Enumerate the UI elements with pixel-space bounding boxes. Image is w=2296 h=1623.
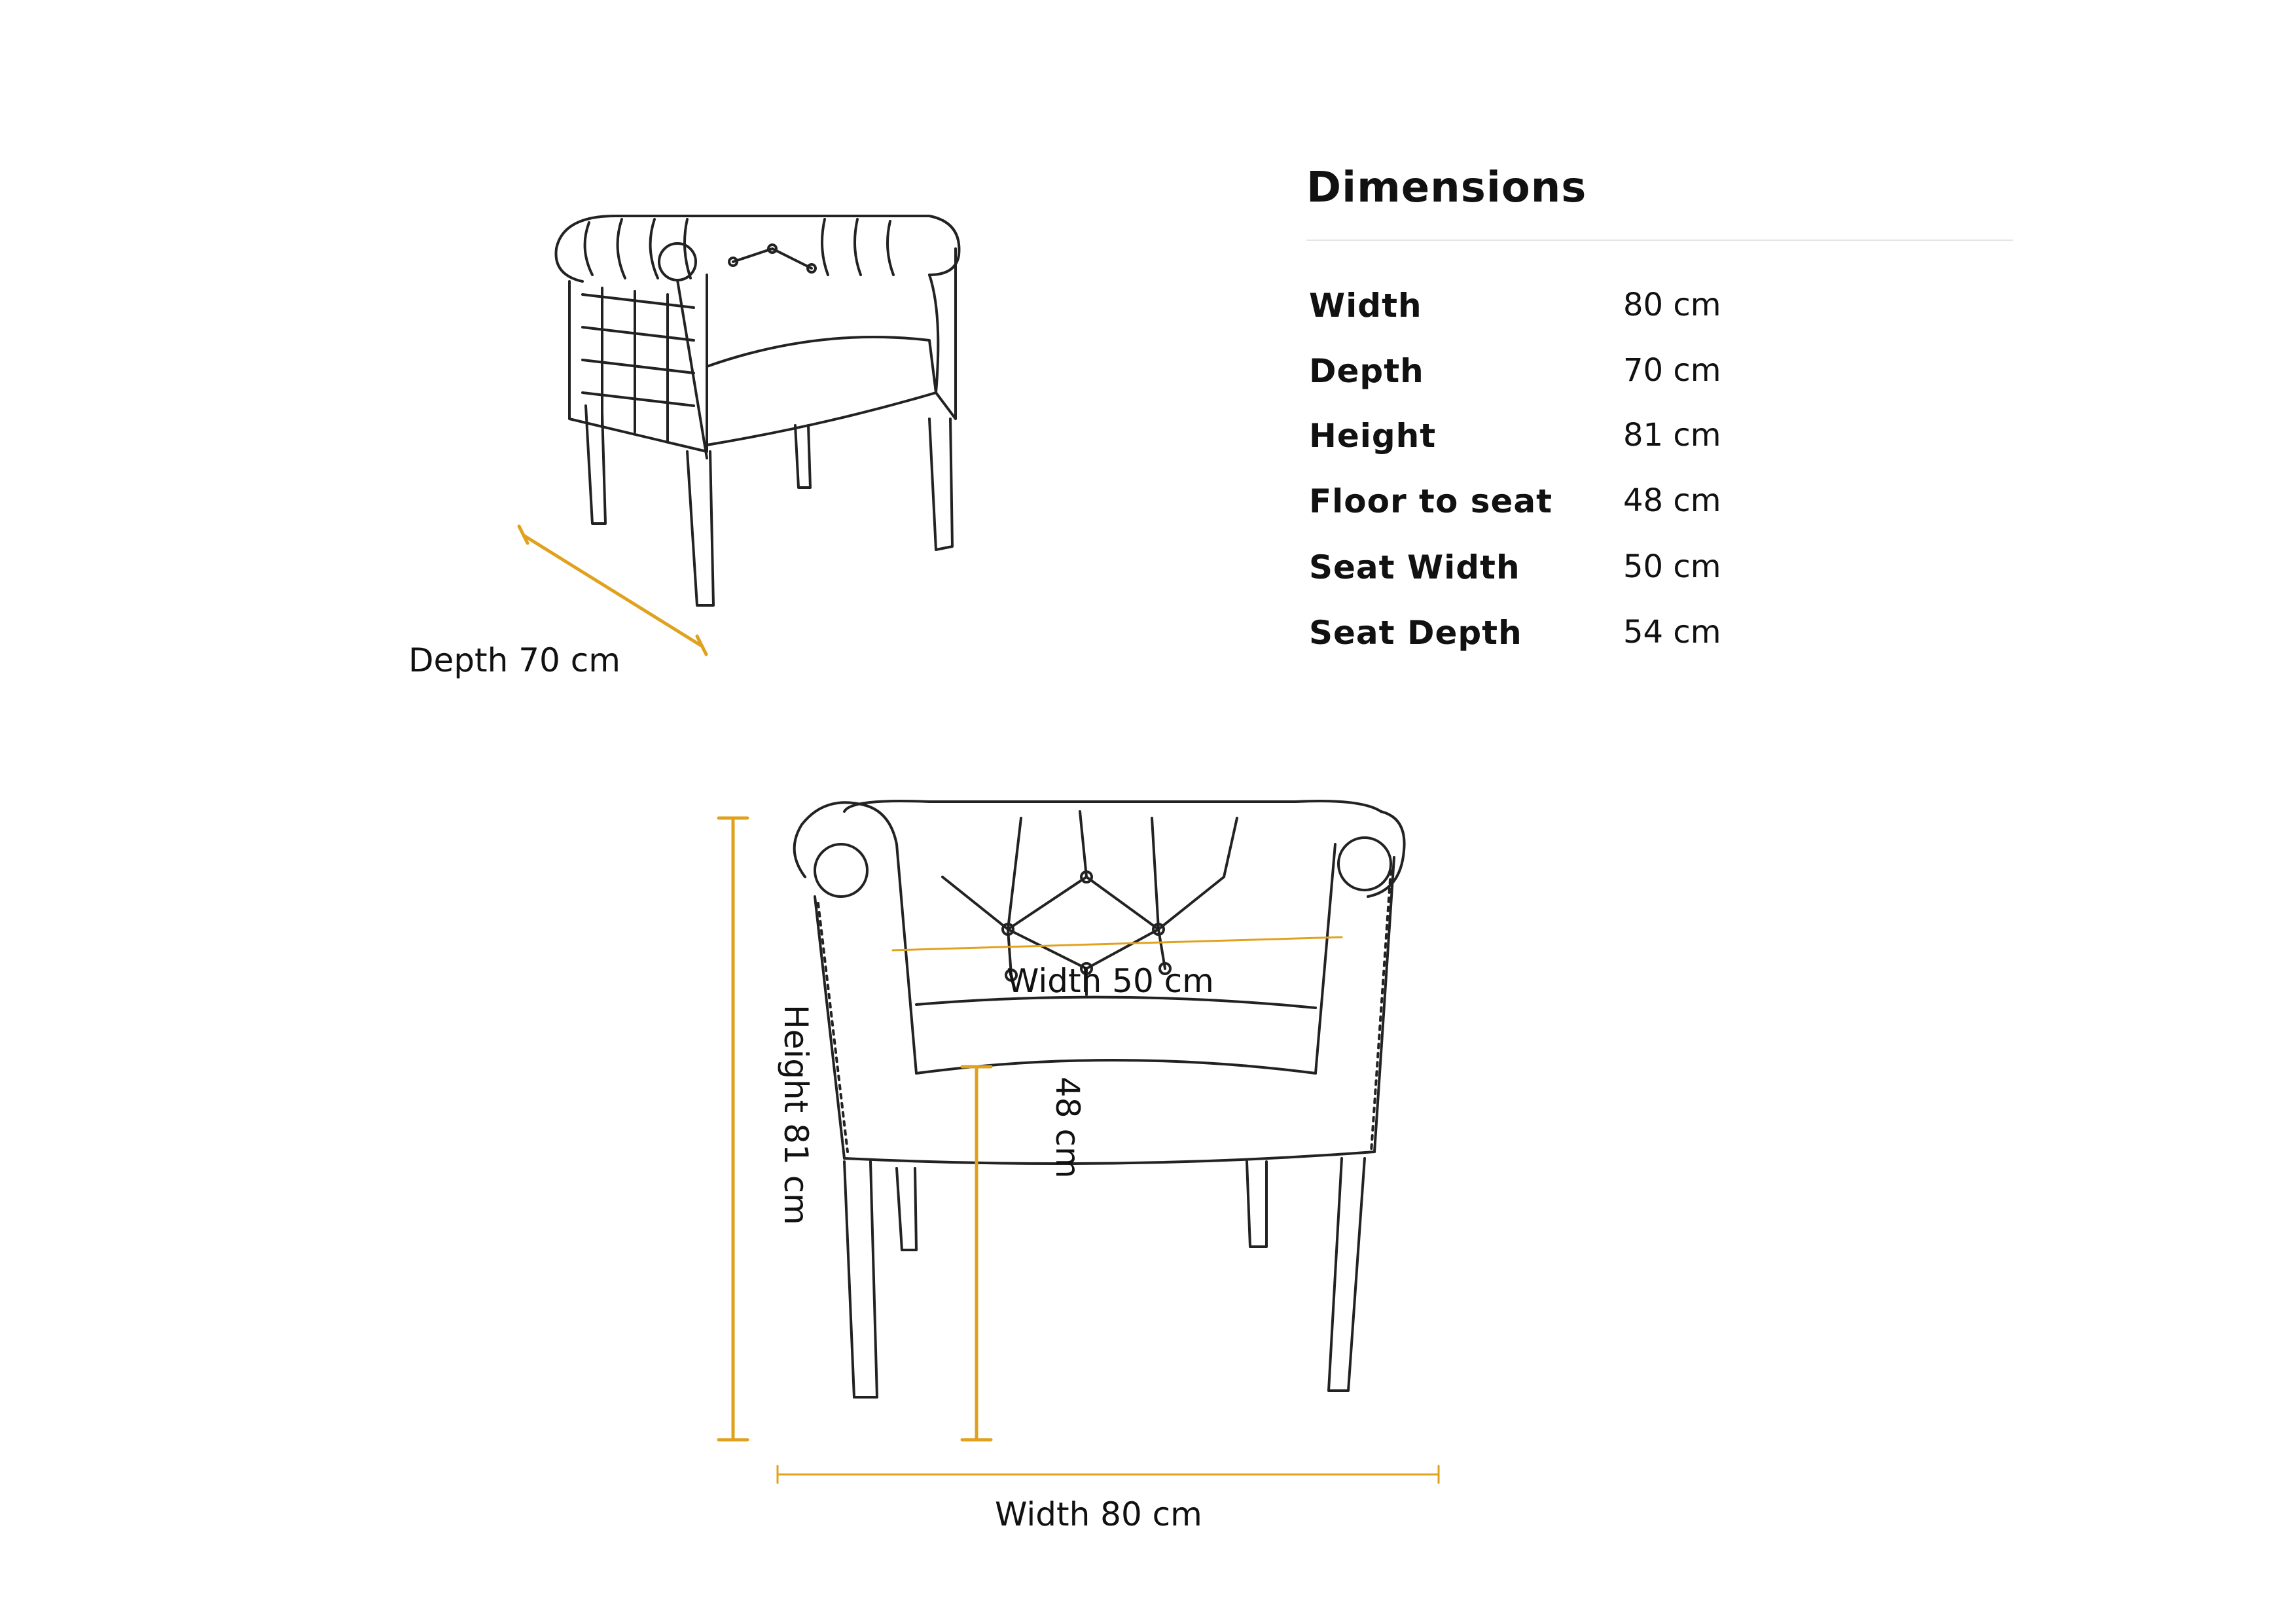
spec-value: 81 cm: [1623, 417, 1721, 454]
depth-dimension-line: [524, 535, 702, 646]
spec-label: Seat Width: [1309, 548, 1520, 586]
spec-label: Width: [1309, 287, 1422, 325]
spec-row-depth: [1309, 352, 1898, 398]
spec-label: Seat Depth: [1309, 614, 1522, 652]
height-label: Height 81 cm: [777, 1005, 815, 1225]
spec-value: 50 cm: [1623, 548, 1721, 585]
spec-value: 54 cm: [1623, 614, 1721, 651]
spec-value: 70 cm: [1623, 352, 1721, 389]
spec-value: 48 cm: [1623, 482, 1721, 519]
spec-row-height: [1309, 417, 1898, 463]
spec-row-seat-width: [1309, 548, 1898, 594]
floor-to-seat-label: 48 cm: [1049, 1077, 1086, 1179]
dimensions-heading: Dimensions: [1306, 164, 1587, 212]
width-label: Width 80 cm: [995, 1495, 1202, 1533]
spec-row-width: [1309, 287, 1898, 332]
spec-label: Depth: [1309, 352, 1424, 390]
seat-width-dimension-line: [893, 937, 1342, 950]
seat-width-label: Width 50 cm: [1007, 962, 1214, 1000]
spec-label: Floor to seat: [1309, 482, 1553, 520]
spec-row-seat-depth: [1309, 614, 1898, 660]
spec-value: 80 cm: [1623, 287, 1721, 323]
spec-label: Height: [1309, 417, 1437, 455]
depth-label: Depth 70 cm: [408, 641, 620, 679]
heading-divider: [1306, 240, 2013, 241]
spec-row-floor-to-seat: [1309, 482, 1898, 528]
